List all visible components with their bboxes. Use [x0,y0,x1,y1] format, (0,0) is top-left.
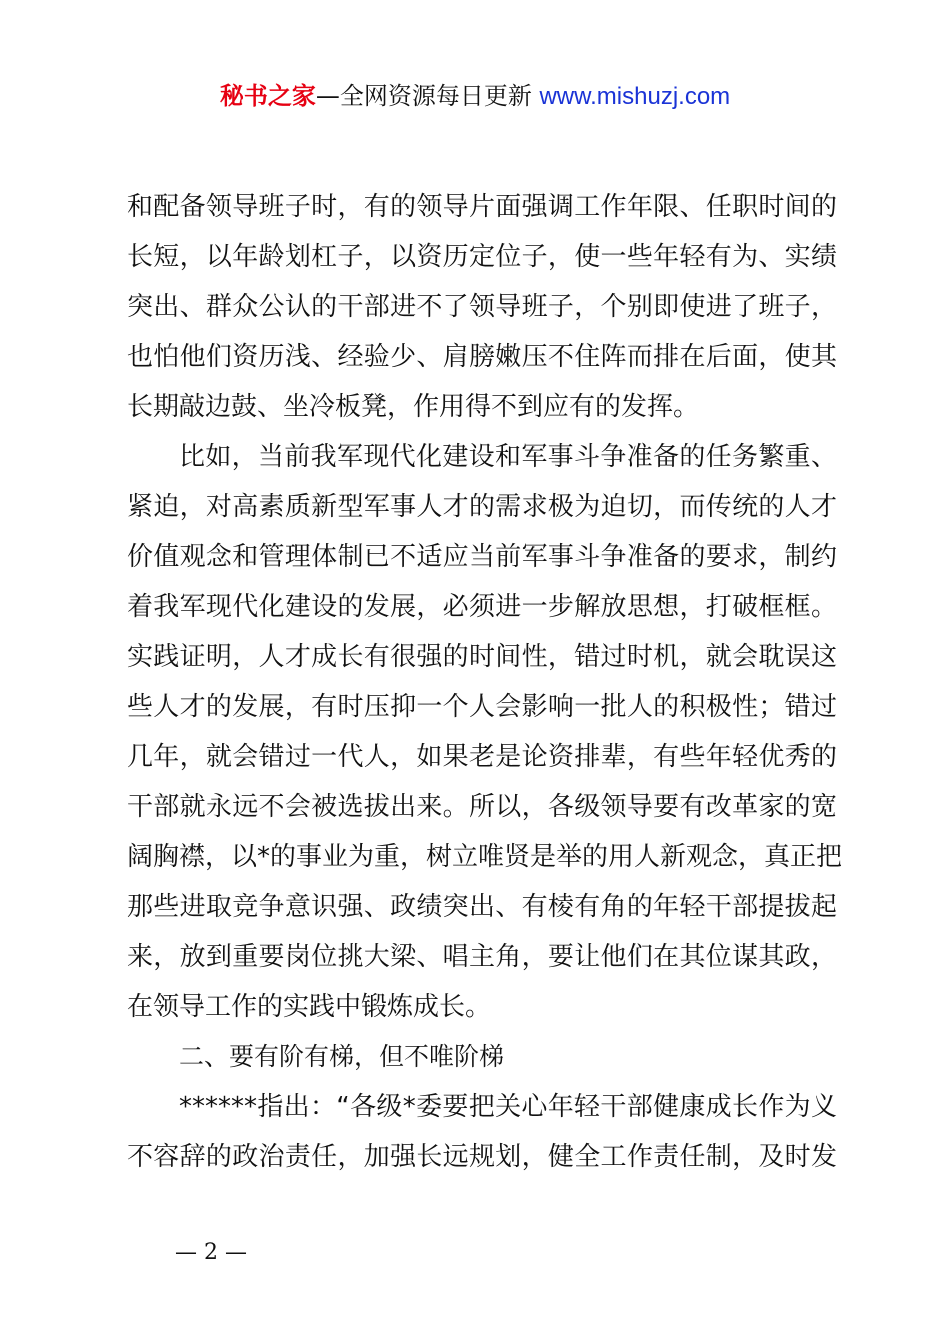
paragraph-2 [127,432,843,1032]
text-line: 着我军现代化建设的发展，必须进一步解放思想，打破框框。 [127,592,837,622]
header-slogan: —全网资源每日更新 [315,82,540,110]
document-body [127,182,843,1182]
text-line: 突出、群众公认的干部进不了领导班子，个别即使进了班子， [127,292,837,322]
section-heading [127,1032,837,1082]
text-line: 紧迫，对高素质新型军事人才的需求极为迫切，而传统的人才 [127,492,837,522]
paragraph-1 [127,182,837,432]
text-line: 些人才的发展，有时压抑一个人会影响一批人的积极性；错过 [127,692,837,722]
text-line: 来，放到重要岗位挑大梁、唱主角，要让他们在其位谋其政， [127,942,837,972]
text-line: 和配备领导班子时，有的领导片面强调工作年限、任职时间的 [127,192,837,222]
brand-name: 秘书之家 [219,82,316,110]
page-number: — 2 — [175,1240,247,1265]
text-line: 几年，就会错过一代人，如果老是论资排辈，有些年轻优秀的 [127,742,837,772]
text-line: 在领导工作的实践中锻炼成长。 [127,992,492,1022]
text-line: 那些进取竞争意识强、政绩突出、有棱有角的年轻干部提拔起 [127,892,837,922]
text-line: 价值观念和管理体制已不适应当前军事斗争准备的要求，制约 [127,542,837,572]
text-line: 阔胸襟，以*的事业为重，树立唯贤是举的用人新观念，真正把 [127,842,843,872]
text-line: 长短，以年龄划杠子，以资历定位子，使一些年轻有为、实绩 [127,242,837,272]
text-line: 也怕他们资历浅、经验少、肩膀嫩压不住阵而排在后面，使其 [127,342,837,372]
text-line: ******指出：“各级*委要把关心年轻干部健康成长作为义 [179,1092,837,1122]
text-line: 比如，当前我军现代化建设和军事斗争准备的任务繁重、 [179,442,837,472]
heading-text: 二、要有阶有梯，但不唯阶梯 [179,1042,505,1071]
paragraph-3 [127,1082,837,1182]
text-line: 实践证明，人才成长有很强的时间性，错过时机，就会耽误这 [127,642,837,672]
site-header [0,78,950,115]
text-line: 长期敲边鼓、坐冷板凳，作用得不到应有的发挥。 [127,392,700,422]
text-line: 不容辞的政治责任，加强长远规划，健全工作责任制，及时发 [127,1142,837,1172]
text-line: 干部就永远不会被选拔出来。所以，各级领导要有改革家的宽 [127,792,837,822]
site-url[interactable]: www.mishuzj.com [539,83,731,110]
